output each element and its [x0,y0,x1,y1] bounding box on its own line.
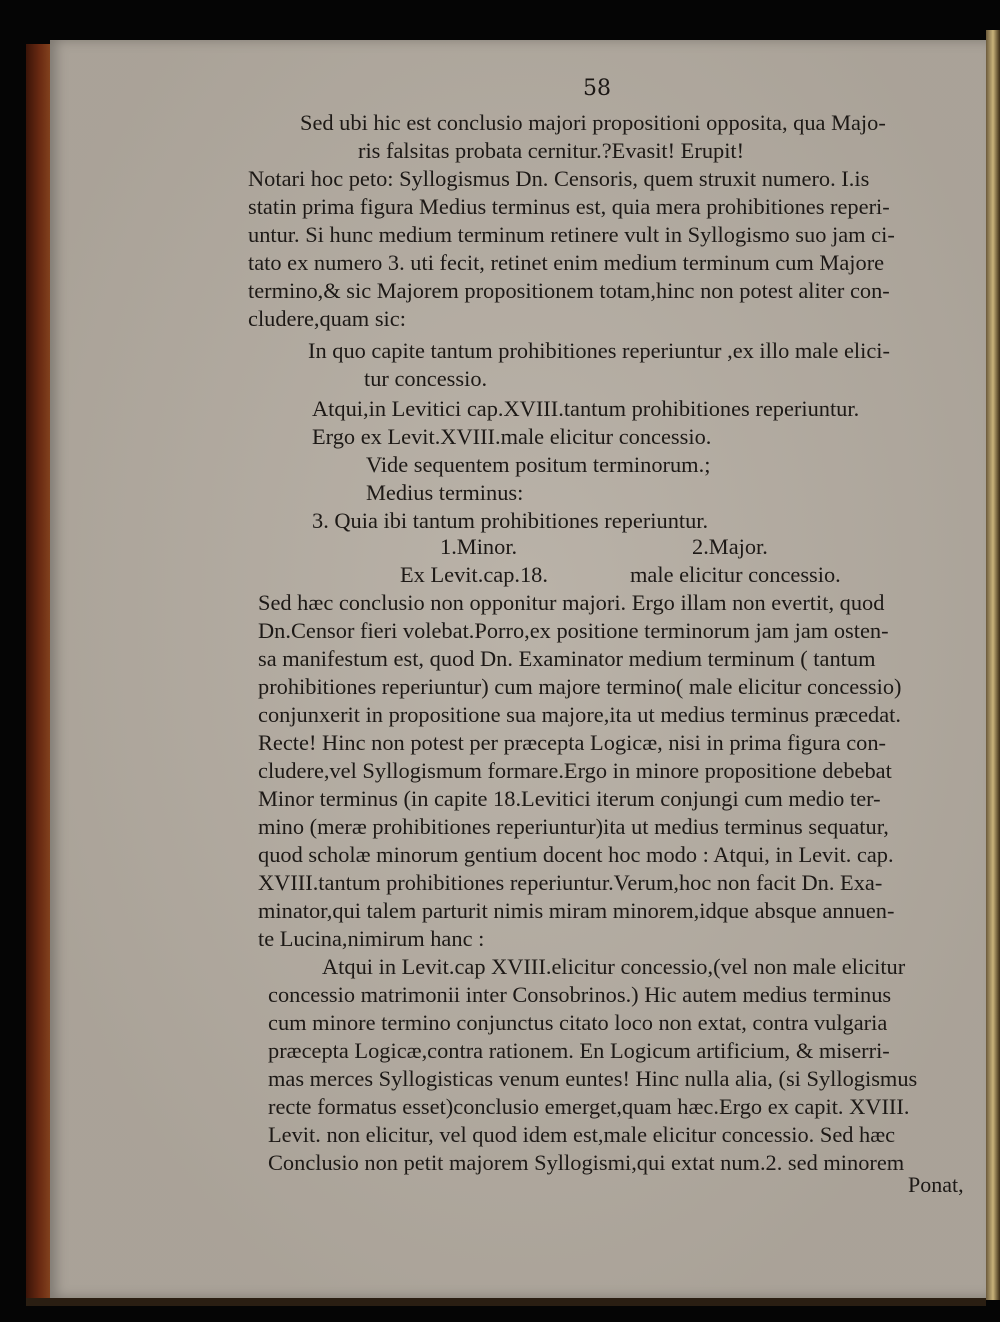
text-line: præcepta Logicæ,contra rationem. En Logicum artificium, & miserri- [268,1038,890,1063]
text-line: Atqui,in Levitici cap.XVIII.tantum prohibitiones reperiuntur. [312,396,860,421]
text-line: statin prima figura Medius terminus est, quia mera prohibitiones reperi- [248,194,890,219]
text-line: Sed hæc conclusio non opponitur majori. Ergo illam non evertit, quod [258,590,885,615]
text-line: Vide sequentem positum terminorum.; [366,452,711,477]
text-line: prohibitiones reperiuntur) cum majore termino( male elicitur concessio) [258,674,902,699]
text-line: ris falsitas probata cernitur.?Evasit! Erupit! [358,138,745,163]
text-line: 1.Minor. [440,534,518,559]
text-line: te Lucina,nimirum hanc : [258,926,485,951]
text-line: Minor terminus (in capite 18.Levitici iterum conjungi cum medio ter- [258,786,881,811]
text-line: cludere,vel Syllogismum formare.Ergo in minore propositione debebat [258,758,892,783]
text-line: XVIII.tantum prohibitiones reperiuntur.Verum,hoc non facit Dn. Exa- [258,870,883,895]
text-line: tur concessio. [364,366,488,391]
text-line: Atqui in Levit.cap XVIII.elicitur concessio,(vel non male elicitur [322,954,906,979]
text-line: Levit. non elicitur, vel quod idem est,male elicitur concessio. Sed hæc [268,1122,896,1147]
text-line: cum minore termino conjunctus citato loco non extat, contra vulgaria [268,1010,888,1035]
text-line: concessio matrimonii inter Consobrinos.) Hic autem medius terminus [268,982,892,1007]
text-line: Notari hoc peto: Syllogismus Dn. Censoris, quem struxit numero. I.is [248,166,870,191]
text-line: 2.Major. [692,534,768,559]
text-line: 3. Quia ibi tantum prohibitiones reperiuntur. [312,508,709,533]
text-line: conjunxerit in propositione sua majore,ita ut medius terminus præcedat. [258,702,901,727]
text-line: quod scholæ minorum gentium docent hoc modo : Atqui, in Levit. cap. [258,842,894,867]
text-line: minator,qui talem parturit nimis miram minorem,idque absque annuen- [258,898,895,923]
text-line: Ex Levit.cap.18. [400,562,548,587]
text-line: untur. Si hunc medium terminum retinere vult in Syllogismo suo jam ci- [248,222,895,247]
text-line: Ergo ex Levit.XVIII.male elicitur concessio. [312,424,712,449]
text-line: Medius terminus: [366,480,524,505]
catchword: Ponat, [908,1172,964,1197]
text-line: Recte! Hinc non potest per præcepta Logicæ, nisi in prima figura con- [258,730,886,755]
text-line: recte formatus esset)conclusio emerget,quam hæc.Ergo ex capit. XVIII. [268,1094,910,1119]
bottom-edge [26,1298,986,1306]
text-line: tato ex numero 3. uti fecit, retinet enim medium terminum cum Majore [248,250,885,275]
text-line: Dn.Censor fieri volebat.Porro,ex positione terminorum jam jam osten- [258,618,889,643]
text-line: Conclusio non petit majorem Syllogismi,qui extat num.2. sed minorem [268,1150,905,1175]
text-line: mas merces Syllogisticas venum euntes! Hinc nulla alia, (si Syllogismus [268,1066,918,1091]
text-line: sa manifestum est, quod Dn. Examinator medium terminum ( tantum [258,646,876,671]
page-number: 58 [583,76,611,101]
text-line: termino,& sic Majorem propositionem totam,hinc non potest aliter con- [248,278,890,303]
text-line: Sed ubi hic est conclusio majori propositioni opposita, qua Majo- [300,110,886,135]
text-line: mino (meræ prohibitiones reperiuntur)ita ut medius terminus sequatur, [258,814,889,839]
text-line: In quo capite tantum prohibitiones reperiuntur ,ex illo male elici- [308,338,890,363]
text-line: cludere,quam sic: [248,306,406,331]
text-line: male elicitur concessio. [630,562,841,587]
page-edge [986,30,1000,1300]
